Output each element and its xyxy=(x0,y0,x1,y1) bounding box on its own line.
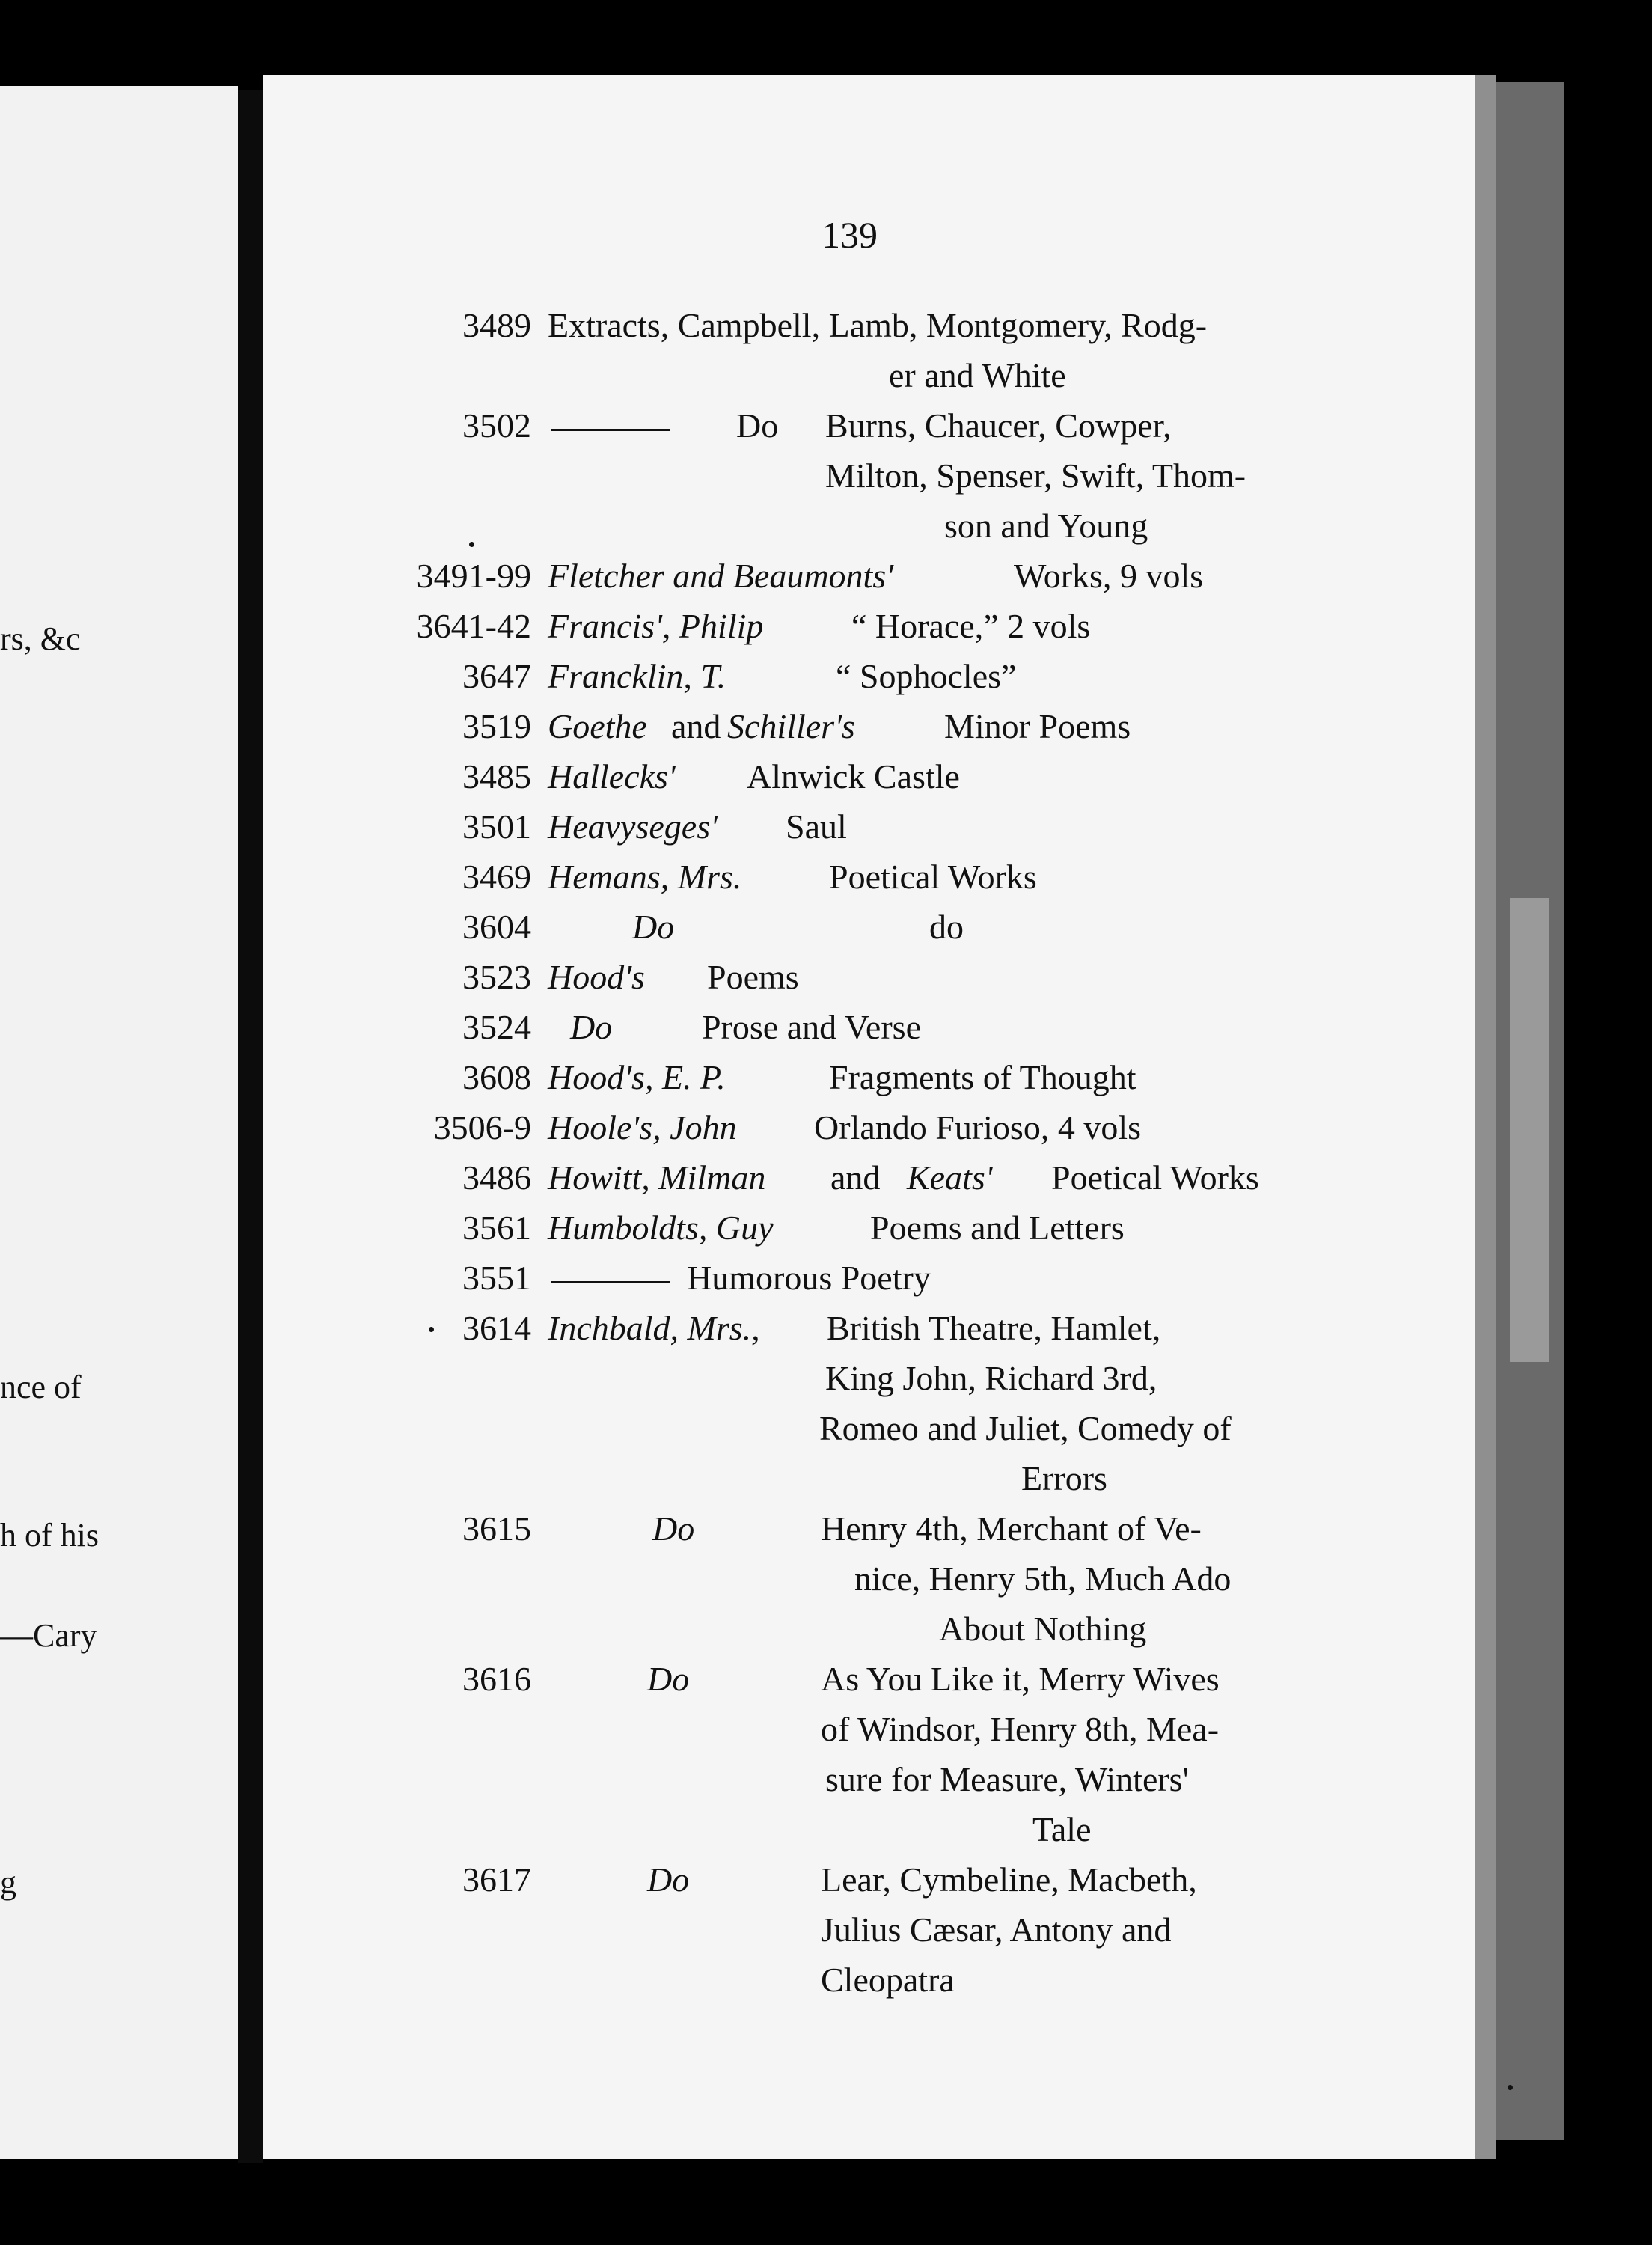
catalog-entry xyxy=(0,656,1652,701)
catalog-entry xyxy=(0,1208,1652,1253)
entry-title: Lear, Cymbeline, Macbeth, xyxy=(821,1860,1197,1899)
entry-author: Hood's xyxy=(548,958,645,996)
catalog-entry xyxy=(0,706,1652,751)
entry-number: 3647 xyxy=(462,657,531,695)
catalog-entry xyxy=(0,757,1652,801)
catalog-entry xyxy=(0,1308,1652,1353)
entry-title: Humorous Poetry xyxy=(687,1259,931,1297)
entry-author: Francklin, T. xyxy=(548,657,726,695)
entry-title: Poems xyxy=(707,958,799,996)
entry-title: “ Horace,” 2 vols xyxy=(851,607,1091,645)
entry-author-ditto: Do xyxy=(652,1509,695,1548)
catalog-entry xyxy=(0,907,1652,952)
entry-number: 3523 xyxy=(462,958,531,996)
catalog-entry xyxy=(0,1057,1652,1102)
entry-number: 3485 xyxy=(462,757,531,795)
entry-title-continued: About Nothing xyxy=(939,1610,1147,1648)
entry-author: Inchbald, Mrs., xyxy=(548,1309,760,1347)
entry-title: Works, 9 vols xyxy=(1014,557,1204,595)
entry-number: 3616 xyxy=(462,1660,531,1698)
entry-number: 3506-9 xyxy=(433,1108,531,1146)
left-page-fragment: nce of xyxy=(0,1369,82,1405)
entry-author: Hallecks' xyxy=(548,757,676,795)
catalog-entry xyxy=(0,1158,1652,1203)
entry-author: Hemans, Mrs. xyxy=(548,858,742,896)
catalog-entry-continuation xyxy=(0,456,1652,501)
entry-author: Howitt, Milman xyxy=(548,1158,766,1197)
catalog-entry xyxy=(0,1509,1652,1554)
entry-author-ditto: Do xyxy=(570,1008,613,1046)
entry-title: Prose and Verse xyxy=(702,1008,921,1046)
catalog-entry xyxy=(0,1007,1652,1052)
entry-title-continued: er and White xyxy=(889,356,1066,394)
entry-title-continued: of Windsor, Henry 8th, Mea- xyxy=(821,1710,1220,1748)
catalog-entry xyxy=(0,305,1652,350)
entry-number: 3561 xyxy=(462,1209,531,1247)
entry-author-ditto: Do xyxy=(647,1660,690,1698)
ditto-text: Do xyxy=(736,406,779,445)
entry-conjunction: and xyxy=(671,707,721,745)
catalog-entry xyxy=(0,606,1652,651)
catalog-entry-continuation xyxy=(0,1559,1652,1604)
stray-mark xyxy=(469,542,474,547)
entry-title: Poetical Works xyxy=(1051,1158,1259,1197)
left-page-fragment: —Cary xyxy=(0,1617,97,1654)
entry-title: British Theatre, Hamlet, xyxy=(827,1309,1161,1347)
entry-author: Humboldts, Guy xyxy=(548,1209,774,1247)
entry-title-continued: Errors xyxy=(1021,1459,1107,1497)
entry-number: 3501 xyxy=(462,807,531,846)
entry-title-continued: Cleopatra xyxy=(821,1961,955,1999)
entry-title: Burns, Chaucer, Cowper, xyxy=(825,406,1172,445)
left-page-fragment: h of his xyxy=(0,1517,99,1554)
page-number: 139 xyxy=(822,214,878,256)
entry-author: Heavyseges' xyxy=(548,807,718,846)
entry-number: 3604 xyxy=(462,908,531,946)
catalog-entry-continuation xyxy=(0,506,1652,551)
catalog-entry-continuation xyxy=(0,1459,1652,1503)
catalog-entry-continuation xyxy=(0,1910,1652,1955)
entry-number: 3502 xyxy=(462,406,531,445)
stray-mark xyxy=(1508,2085,1513,2090)
entry-author: Goethe xyxy=(548,707,647,745)
entry-author: Francis', Philip xyxy=(548,607,764,645)
entry-title: As You Like it, Merry Wives xyxy=(821,1660,1220,1698)
entry-title-continued: Julius Cæsar, Antony and xyxy=(821,1910,1172,1949)
entry-number: 3524 xyxy=(462,1008,531,1046)
entry-number: 3617 xyxy=(462,1860,531,1899)
entry-author-ditto: Do xyxy=(632,908,675,946)
ditto-dash xyxy=(551,1281,670,1283)
catalog-entry-continuation xyxy=(0,1609,1652,1654)
catalog-entry xyxy=(0,857,1652,902)
left-page-fragment: g xyxy=(0,1864,16,1901)
catalog-entry xyxy=(0,807,1652,852)
entry-number: 3614 xyxy=(462,1309,531,1347)
entry-title-continued: Tale xyxy=(1032,1810,1092,1848)
entry-title: “ Sophocles” xyxy=(836,657,1017,695)
entry-title-continued: sure for Measure, Winters' xyxy=(825,1760,1189,1798)
catalog-entry xyxy=(0,1659,1652,1704)
catalog-entry-continuation xyxy=(0,1809,1652,1854)
entry-title: Saul xyxy=(786,807,847,846)
catalog-entry xyxy=(0,1108,1652,1152)
entry-title: Poems and Letters xyxy=(870,1209,1125,1247)
catalog-entry-continuation xyxy=(0,1709,1652,1754)
entry-author: Hood's, E. P. xyxy=(548,1058,726,1096)
entry-number: 3615 xyxy=(462,1509,531,1548)
entry-title: Minor Poems xyxy=(944,707,1131,745)
catalog-entry-continuation xyxy=(0,355,1652,400)
entry-number: 3551 xyxy=(462,1259,531,1297)
entry-title: Extracts, Campbell, Lamb, Montgomery, Rodg- xyxy=(548,306,1208,344)
ditto-dash xyxy=(551,429,670,431)
entry-title: Poetical Works xyxy=(829,858,1037,896)
entry-number: 3491-99 xyxy=(416,557,531,595)
entry-author: Schiller's xyxy=(727,707,855,745)
entry-number: 3641-42 xyxy=(416,607,531,645)
left-page-fragment: rs, &c xyxy=(0,620,81,657)
catalog-entry-continuation xyxy=(0,1408,1652,1453)
catalog-entry xyxy=(0,1258,1652,1303)
entry-author: Hoole's, John xyxy=(548,1108,737,1146)
entry-author: Keats' xyxy=(907,1158,993,1197)
entry-number: 3608 xyxy=(462,1058,531,1096)
catalog-entry-continuation xyxy=(0,1358,1652,1403)
entry-author: Fletcher and Beaumonts' xyxy=(548,557,894,595)
entry-title: Orlando Furioso, 4 vols xyxy=(814,1108,1141,1146)
entry-number: 3489 xyxy=(462,306,531,344)
entry-title: Henry 4th, Merchant of Ve- xyxy=(821,1509,1202,1548)
catalog-entry-continuation xyxy=(0,1759,1652,1804)
entry-title-continued: nice, Henry 5th, Much Ado xyxy=(854,1560,1232,1598)
entry-title-ditto: do xyxy=(929,908,964,946)
entry-title: Fragments of Thought xyxy=(829,1058,1136,1096)
entry-title-continued: Milton, Spenser, Swift, Thom- xyxy=(825,456,1246,495)
catalog-entry xyxy=(0,1860,1652,1905)
entry-title-continued: Romeo and Juliet, Comedy of xyxy=(819,1409,1232,1447)
catalog-entry xyxy=(0,406,1652,450)
entry-number: 3469 xyxy=(462,858,531,896)
entry-conjunction: and xyxy=(830,1158,881,1197)
entry-title: Alnwick Castle xyxy=(747,757,960,795)
catalog-entry-continuation xyxy=(0,1960,1652,2005)
entry-title-continued: son and Young xyxy=(944,507,1148,545)
entry-number: 3519 xyxy=(462,707,531,745)
catalog-entry xyxy=(0,556,1652,601)
catalog-entry xyxy=(0,957,1652,1002)
entry-title-continued: King John, Richard 3rd, xyxy=(825,1359,1157,1397)
entry-number: 3486 xyxy=(462,1158,531,1197)
entry-author-ditto: Do xyxy=(647,1860,690,1899)
